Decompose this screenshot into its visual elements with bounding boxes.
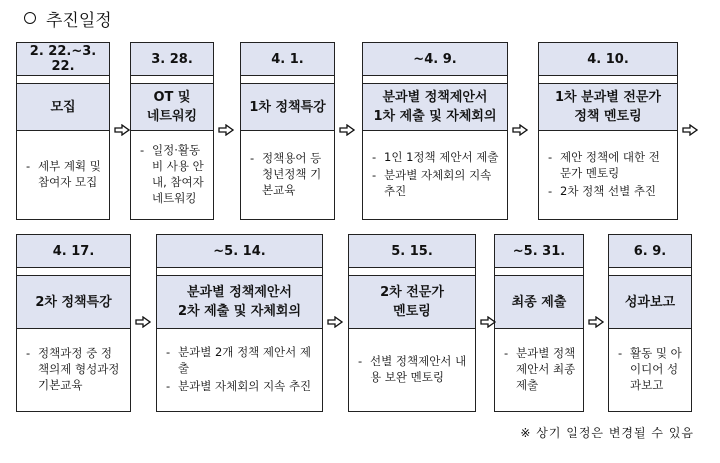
arrow-right-icon [512, 124, 528, 136]
activity-name: 모집 [50, 99, 76, 115]
schedule-card [16, 234, 131, 412]
schedule-card [538, 42, 678, 220]
schedule-date: ~4. 9. [363, 43, 507, 76]
schedule-card [130, 42, 214, 220]
detail-item: - 정책용어 등 청년정책 기본교육 [248, 150, 327, 198]
arrow-right-icon [327, 316, 343, 328]
activity-name: 최종 제출 [511, 294, 567, 310]
schedule-details [17, 327, 130, 411]
arrow-right-icon [682, 124, 698, 136]
schedule-card [156, 234, 323, 412]
arrow-right-icon [480, 316, 496, 328]
schedule-date: 4. 17. [17, 235, 130, 268]
schedule-date: ~5. 31. [495, 235, 583, 268]
schedule-card [240, 42, 335, 220]
schedule-details [17, 129, 109, 219]
detail-item: - 2차 정책 선별 추진 [546, 183, 670, 199]
schedule-date: 6. 9. [609, 235, 691, 268]
activity-name: 1차 정책특강 [249, 99, 326, 115]
detail-item: - 제안 정책에 대한 전문가 멘토링 [546, 149, 670, 181]
schedule-details [349, 327, 475, 411]
arrow-right-icon [339, 124, 355, 136]
schedule-details [157, 327, 322, 411]
activity-name: 분과별 정책제안서 2차 제출 및 자체회의 [177, 285, 302, 319]
schedule-activity [241, 83, 334, 131]
arrow-right-icon [135, 316, 151, 328]
detail-item: - 1인 1정책 제안서 제출 [370, 149, 500, 165]
schedule-activity [157, 275, 322, 329]
activity-name: 분과별 정책제안서 1차 제출 및 자체회의 [373, 90, 497, 124]
detail-item: - 분과별 2개 정책 제안서 제출 [164, 344, 315, 376]
schedule-activity [539, 83, 677, 131]
activity-name: OT 및 네트워킹 [146, 90, 198, 124]
schedule-card [494, 234, 584, 412]
detail-item: - 일정·활동비 사용 안내, 참여자 네트워킹 [138, 142, 206, 206]
schedule-activity [495, 275, 583, 329]
schedule-activity [131, 83, 213, 131]
schedule-date: 3. 28. [131, 43, 213, 76]
activity-name: 1차 분과별 전문가 정책 멘토링 [554, 90, 661, 124]
detail-item: - 선별 정책제안서 내용 보완 멘토링 [356, 353, 468, 385]
activity-name: 2차 정책특강 [35, 294, 112, 310]
schedule-card [348, 234, 476, 412]
schedule-details [495, 327, 583, 411]
schedule-activity [17, 83, 109, 131]
schedule-details [539, 129, 677, 219]
arrow-right-icon [588, 316, 604, 328]
section-title [24, 4, 112, 32]
detail-item: - 분과별 자체회의 지속 추진 [164, 378, 315, 394]
schedule-date: 5. 15. [349, 235, 475, 268]
schedule-details [609, 327, 691, 411]
schedule-activity [609, 275, 691, 329]
circle-icon [24, 12, 36, 24]
section-title-text: 추진일정 [46, 10, 112, 31]
schedule-activity [17, 275, 130, 329]
schedule-card [16, 42, 110, 220]
activity-name: 2차 전문가 멘토링 [380, 285, 444, 319]
arrow-right-icon [218, 124, 234, 136]
detail-item: - 세부 계획 및 참여자 모집 [24, 158, 102, 190]
schedule-card [362, 42, 508, 220]
arrow-right-icon [114, 124, 130, 136]
schedule-date: 4. 1. [241, 43, 334, 76]
activity-name: 성과보고 [624, 294, 676, 310]
schedule-date: 4. 10. [539, 43, 677, 76]
detail-item: - 정책과정 중 정책의제 형성과정 기본교육 [24, 345, 123, 393]
schedule-details [241, 129, 334, 219]
schedule-details [363, 129, 507, 219]
detail-item: - 분과별 정책제안서 최종 제출 [502, 345, 576, 393]
schedule-activity [349, 275, 475, 329]
schedule-activity [363, 83, 507, 131]
detail-item: - 분과별 자체회의 지속 추진 [370, 167, 500, 199]
schedule-note: ※ 상기 일정은 변경될 수 있음 [520, 426, 694, 440]
schedule-date: ~5. 14. [157, 235, 322, 268]
schedule-card [608, 234, 692, 412]
schedule-details [131, 129, 213, 219]
schedule-date: 2. 22.~3. 22. [17, 43, 109, 76]
detail-item: - 활동 및 아이디어 성과보고 [616, 345, 684, 393]
